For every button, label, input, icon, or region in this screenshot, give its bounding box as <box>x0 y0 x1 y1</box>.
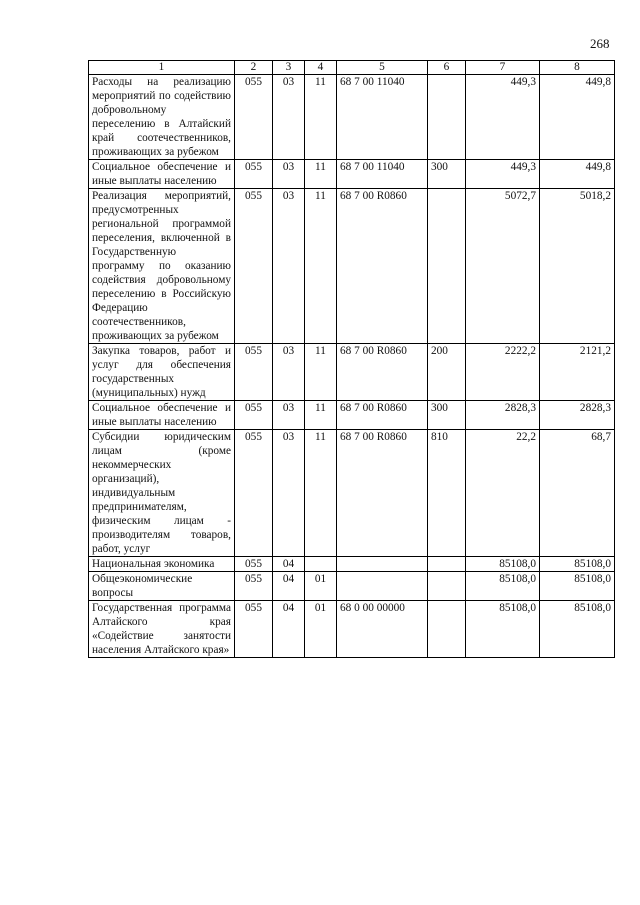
cell-admin: 055 <box>235 189 273 344</box>
table-row <box>89 160 615 189</box>
cell-admin: 055 <box>235 430 273 557</box>
table-row <box>89 401 615 430</box>
table-row <box>89 75 615 160</box>
cell-subsection: 01 <box>305 601 337 658</box>
column-header: 2 <box>235 61 273 75</box>
table-row <box>89 572 615 601</box>
cell-subsection: 11 <box>305 160 337 189</box>
cell-subsection: 11 <box>305 344 337 401</box>
cell-amount-2020: 449,8 <box>540 160 615 189</box>
header-row <box>89 61 615 75</box>
cell-admin: 055 <box>235 75 273 160</box>
row-name: Расходы на реализацию мероприятий по содействию добровольному переселению в Алтайский край соотечественников, проживающих за рубежом <box>89 75 235 160</box>
table-row <box>89 430 615 557</box>
cell-section: 03 <box>273 401 305 430</box>
row-name: Социальное обеспечение и иные выплаты населению <box>89 160 235 189</box>
cell-expense-type: 810 <box>428 430 466 557</box>
cell-amount-2019: 85108,0 <box>466 572 540 601</box>
column-header: 8 <box>540 61 615 75</box>
cell-amount-2020: 2828,3 <box>540 401 615 430</box>
cell-target <box>337 572 428 601</box>
page-number: 268 <box>590 36 610 51</box>
cell-amount-2019: 2222,2 <box>466 344 540 401</box>
cell-amount-2019: 449,3 <box>466 160 540 189</box>
column-header: 7 <box>466 61 540 75</box>
cell-subsection: 01 <box>305 572 337 601</box>
cell-expense-type <box>428 572 466 601</box>
row-name: Государственная программа Алтайского края «Содействие занятости населения Алтайского края» <box>89 601 235 658</box>
cell-section: 04 <box>273 557 305 572</box>
table-row <box>89 344 615 401</box>
cell-amount-2019: 5072,7 <box>466 189 540 344</box>
cell-amount-2019: 2828,3 <box>466 401 540 430</box>
cell-expense-type: 200 <box>428 344 466 401</box>
cell-amount-2019: 22,2 <box>466 430 540 557</box>
cell-subsection: 11 <box>305 75 337 160</box>
cell-amount-2020: 85108,0 <box>540 572 615 601</box>
column-header: 3 <box>273 61 305 75</box>
row-name: Субсидии юридическим лицам (кроме некоммерческих организаций), индивидуальным предпринимателям, физическим лицам - производителям товаров, работ, услуг <box>89 430 235 557</box>
cell-section: 03 <box>273 430 305 557</box>
table-row <box>89 557 615 572</box>
cell-amount-2019: 85108,0 <box>466 601 540 658</box>
cell-target: 68 0 00 00000 <box>337 601 428 658</box>
cell-amount-2020: 2121,2 <box>540 344 615 401</box>
cell-amount-2020: 85108,0 <box>540 557 615 572</box>
cell-admin: 055 <box>235 160 273 189</box>
cell-expense-type <box>428 557 466 572</box>
cell-section: 03 <box>273 189 305 344</box>
cell-amount-2020: 85108,0 <box>540 601 615 658</box>
cell-admin: 055 <box>235 572 273 601</box>
cell-section: 03 <box>273 160 305 189</box>
cell-expense-type <box>428 601 466 658</box>
cell-section: 04 <box>273 601 305 658</box>
cell-section: 03 <box>273 75 305 160</box>
row-name: Закупка товаров, работ и услуг для обеспечения государственных (муниципальных) нужд <box>89 344 235 401</box>
cell-target: 68 7 00 11040 <box>337 75 428 160</box>
cell-target: 68 7 00 R0860 <box>337 430 428 557</box>
cell-admin: 055 <box>235 344 273 401</box>
cell-expense-type: 300 <box>428 401 466 430</box>
cell-admin: 055 <box>235 557 273 572</box>
cell-amount-2019: 449,3 <box>466 75 540 160</box>
cell-amount-2020: 68,7 <box>540 430 615 557</box>
cell-subsection: 11 <box>305 401 337 430</box>
column-header: 1 <box>89 61 235 75</box>
cell-admin: 055 <box>235 601 273 658</box>
cell-subsection: 11 <box>305 189 337 344</box>
cell-subsection <box>305 557 337 572</box>
row-name: Реализация мероприятий, предусмотренных региональной программой переселения, включенной в Государственную программу по оказанию содействия добровольному переселению в Российскую Федерацию соотечественников, проживающих за рубежом <box>89 189 235 344</box>
cell-amount-2020: 5018,2 <box>540 189 615 344</box>
table-row <box>89 601 615 658</box>
row-name: Национальная экономика <box>89 557 235 572</box>
cell-section: 04 <box>273 572 305 601</box>
cell-expense-type <box>428 75 466 160</box>
cell-target: 68 7 00 R0860 <box>337 401 428 430</box>
row-name: Общеэкономические вопросы <box>89 572 235 601</box>
column-header: 5 <box>337 61 428 75</box>
cell-target: 68 7 00 R0860 <box>337 189 428 344</box>
cell-target <box>337 557 428 572</box>
row-name: Социальное обеспечение и иные выплаты населению <box>89 401 235 430</box>
cell-subsection: 11 <box>305 430 337 557</box>
column-header: 6 <box>428 61 466 75</box>
cell-section: 03 <box>273 344 305 401</box>
cell-target: 68 7 00 R0860 <box>337 344 428 401</box>
budget-table <box>88 60 615 658</box>
cell-amount-2019: 85108,0 <box>466 557 540 572</box>
cell-expense-type <box>428 189 466 344</box>
table-row <box>89 189 615 344</box>
cell-amount-2020: 449,8 <box>540 75 615 160</box>
column-header: 4 <box>305 61 337 75</box>
cell-admin: 055 <box>235 401 273 430</box>
cell-target: 68 7 00 11040 <box>337 160 428 189</box>
cell-expense-type: 300 <box>428 160 466 189</box>
